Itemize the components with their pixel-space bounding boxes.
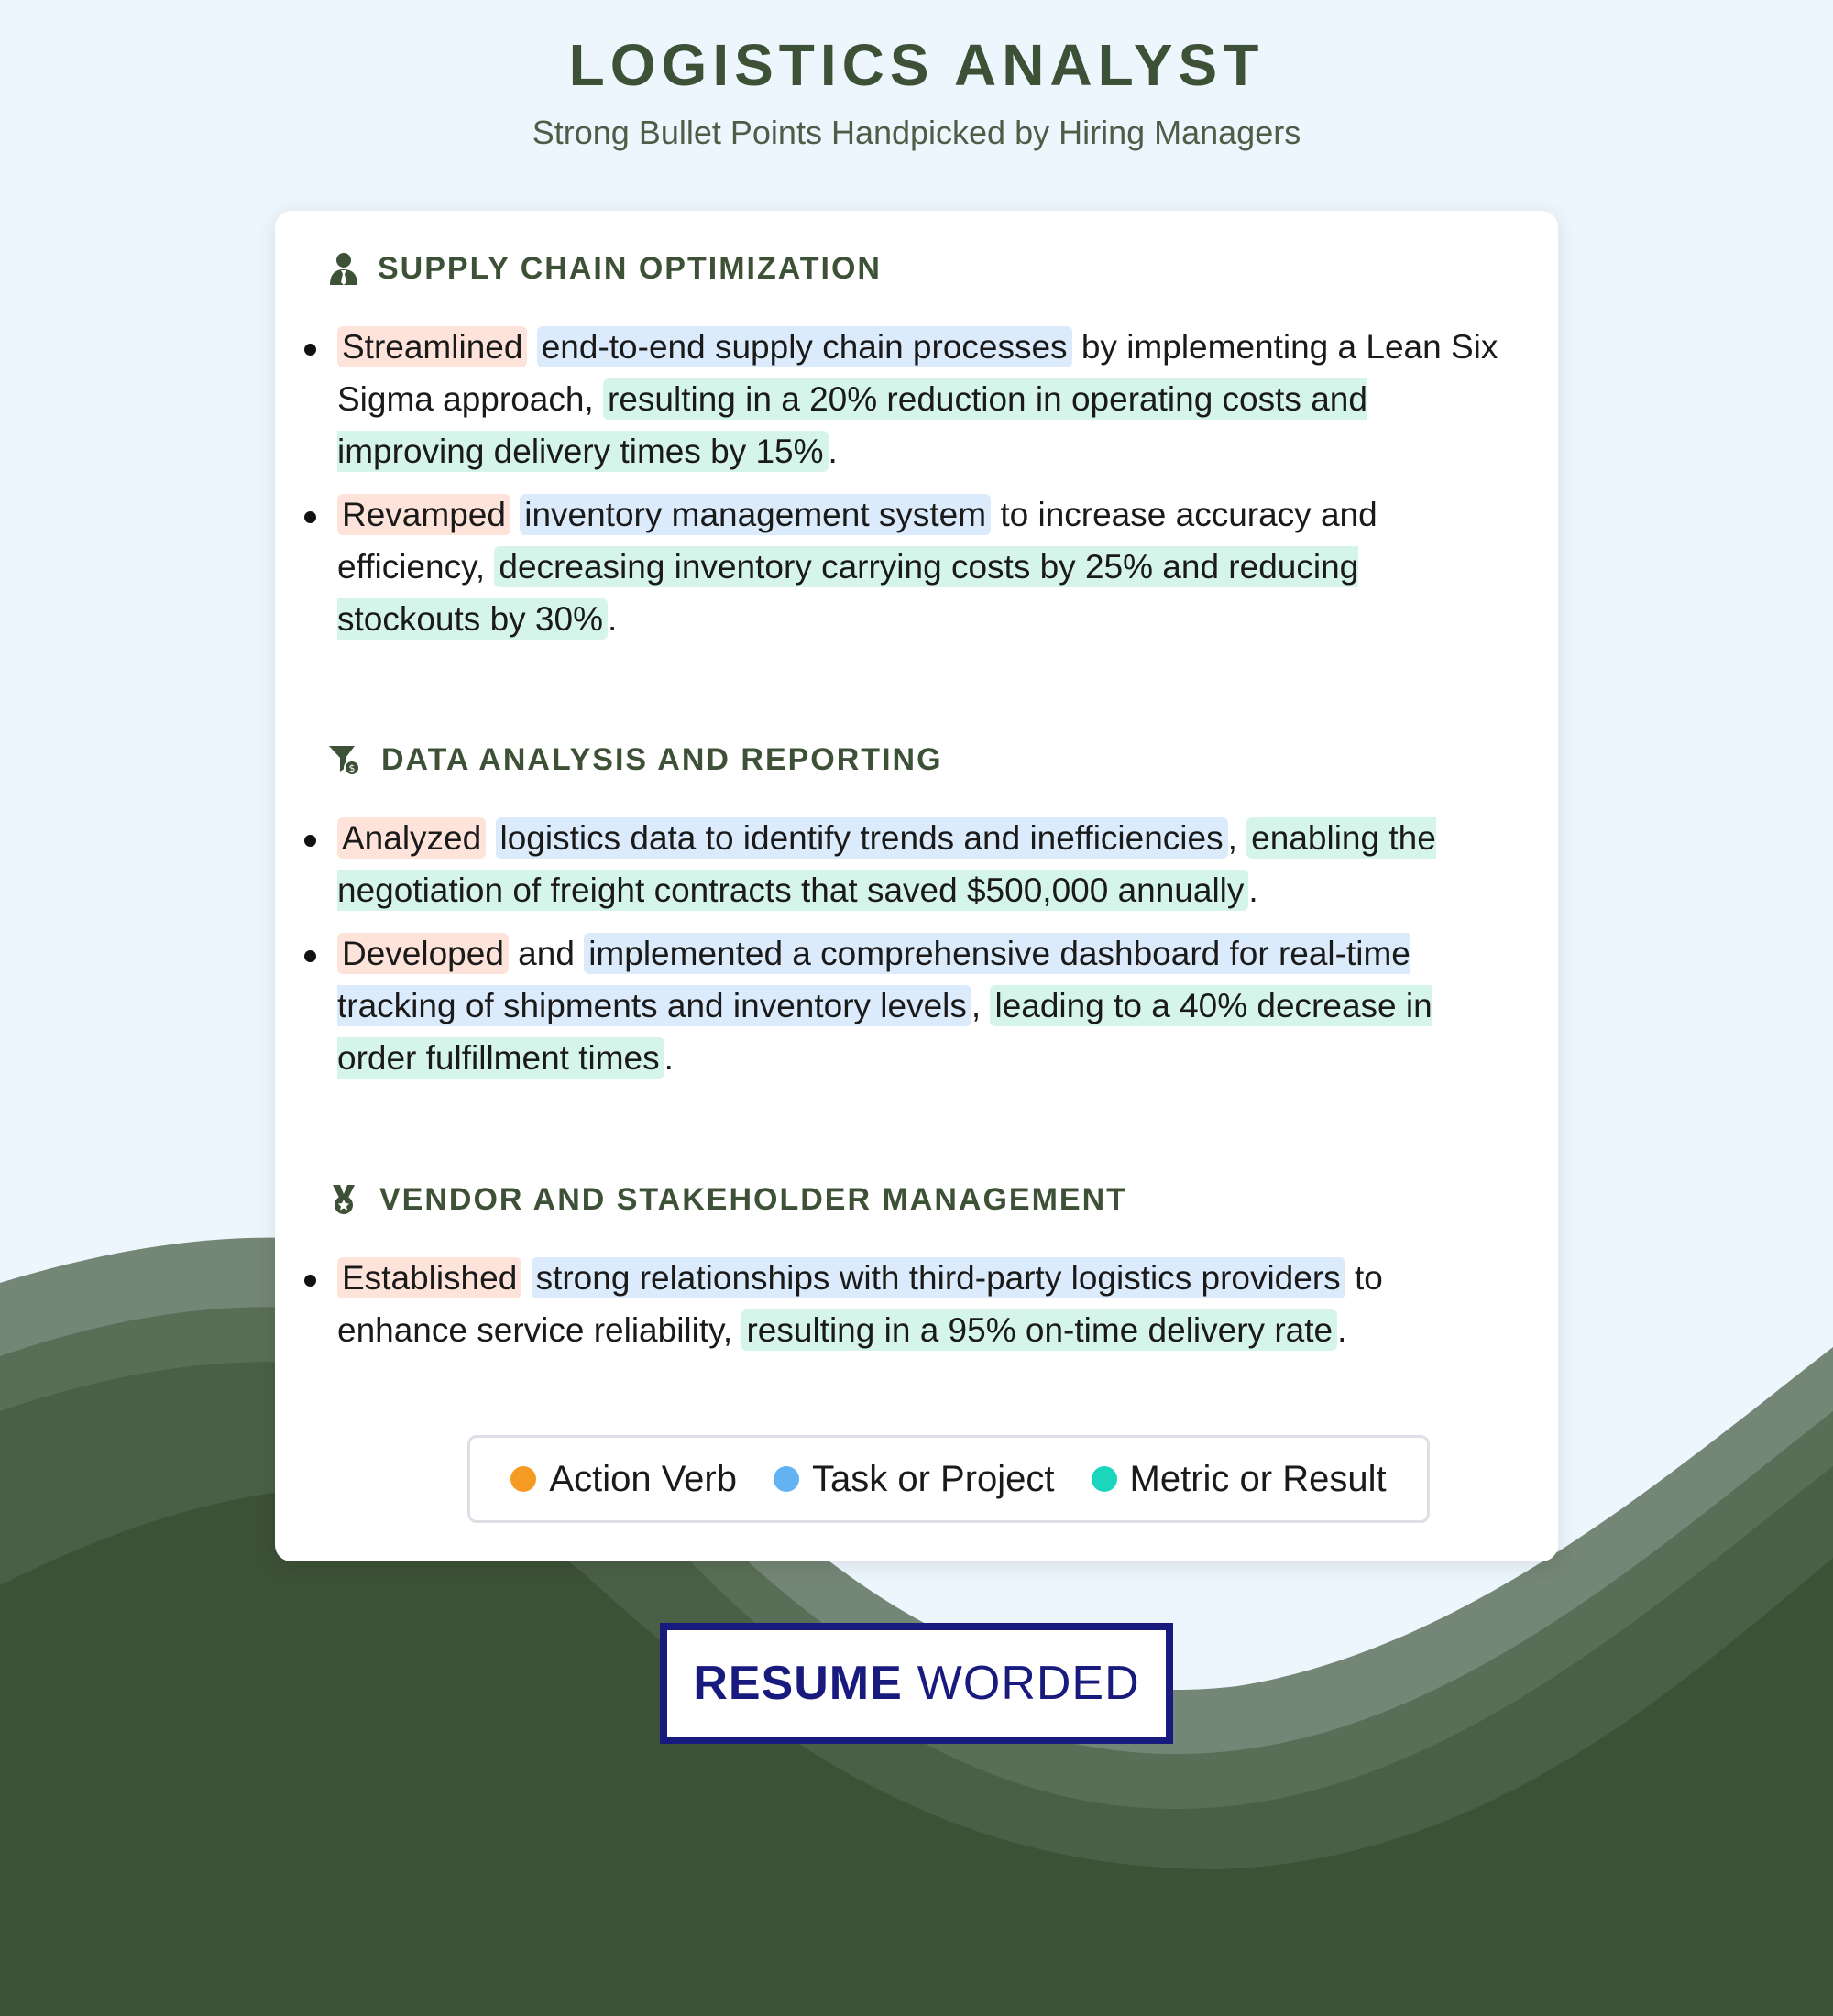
- section-header: [328, 737, 1538, 783]
- bullet-text: .: [828, 433, 838, 470]
- legend-item-action-verb: [510, 1459, 737, 1500]
- legend-label: Metric or Result: [1129, 1458, 1387, 1499]
- bullet-list: [275, 1252, 1501, 1367]
- action-verb: Analyzed: [337, 817, 486, 859]
- section-header: [328, 246, 1538, 291]
- bullet-text: [486, 819, 495, 857]
- funnel-dollar-icon: [328, 743, 359, 776]
- metric-highlight: decreasing inventory carrying costs by 25% and reducing stockouts by 30%: [337, 548, 1359, 638]
- action-verb: Established: [337, 1257, 521, 1298]
- action-verb: Developed: [337, 933, 509, 974]
- bullet-text: .: [1337, 1311, 1347, 1349]
- task-highlight: strong relationships with third-party logistics providers: [532, 1257, 1345, 1298]
- bullet-item: [275, 812, 1501, 916]
- page-subtitle: Strong Bullet Points Handpicked by Hiring Managers: [532, 114, 1301, 151]
- metric-highlight: resulting in a 95% on-time delivery rate: [741, 1309, 1337, 1351]
- bullet-text: .: [1248, 871, 1258, 909]
- bullet-text: and: [508, 935, 585, 972]
- legend-label: Task or Project: [811, 1458, 1055, 1499]
- metric-highlight: enabling the negotiation of freight contracts that saved $500,000 annually: [337, 819, 1436, 909]
- legend-dot-icon: [774, 1466, 799, 1492]
- bullet-list: [275, 321, 1501, 656]
- section-header: [328, 1177, 1538, 1222]
- bullet-text: ,: [1227, 819, 1247, 857]
- bullet-list: [275, 812, 1501, 1095]
- section-title: DATA ANALYSIS AND REPORTING: [381, 741, 943, 777]
- action-verb: Streamlined: [337, 326, 527, 367]
- bullet-points-card: [275, 211, 1558, 1561]
- bullet-text: to enhance service reliability,: [337, 1259, 1383, 1349]
- metric-highlight: leading to a 40% decrease in order fulfillment times: [337, 987, 1432, 1077]
- bullet-text: .: [664, 1039, 674, 1077]
- task-highlight: end-to-end supply chain processes: [537, 326, 1072, 367]
- bullet-text: [527, 328, 536, 366]
- logo-light-text: WORDED: [916, 1657, 1140, 1710]
- task-highlight: implemented a comprehensive dashboard for real-time tracking of shipments and inventory levels: [337, 935, 1410, 1024]
- bullet-text: to increase accuracy and efficiency,: [337, 496, 1377, 586]
- bullet-item: [275, 927, 1501, 1084]
- bullet-text: ,: [971, 987, 991, 1024]
- task-highlight: inventory management system: [520, 494, 991, 535]
- bullet-text: .: [607, 600, 618, 638]
- bullet-text: by implementing a Lean Six Sigma approach,: [337, 328, 1498, 418]
- task-highlight: logistics data to identify trends and inefficiencies: [496, 817, 1228, 859]
- medal-icon: [328, 1183, 359, 1216]
- section-vendor-management: [328, 1177, 1538, 1349]
- legend-dot-icon: [510, 1466, 536, 1492]
- bullet-text: [510, 496, 520, 533]
- bullet-item: [275, 321, 1501, 477]
- section-data-analysis: [328, 737, 1538, 1077]
- action-verb: Revamped: [337, 494, 510, 535]
- legend-dot-icon: [1092, 1466, 1117, 1492]
- bullet-item: [275, 1252, 1501, 1356]
- legend-label: Action Verb: [549, 1458, 737, 1499]
- resume-worded-logo[interactable]: [660, 1623, 1173, 1744]
- svg-text:$: $: [348, 762, 356, 774]
- bullet-text: [521, 1259, 531, 1297]
- section-title: VENDOR AND STAKEHOLDER MANAGEMENT: [379, 1181, 1127, 1217]
- metric-highlight: resulting in a 20% reduction in operating costs and improving delivery times by 15%: [337, 380, 1367, 470]
- page-title: LOGISTICS ANALYST: [568, 32, 1265, 98]
- logo-strong-text: RESUME: [693, 1657, 903, 1710]
- legend-item-metric: [1092, 1459, 1387, 1500]
- section-supply-chain: [328, 246, 1538, 638]
- user-tie-icon: [328, 252, 359, 285]
- legend-item-task: [774, 1459, 1055, 1500]
- bullet-item: [275, 488, 1501, 645]
- section-title: SUPPLY CHAIN OPTIMIZATION: [378, 250, 882, 286]
- highlight-legend: [467, 1435, 1430, 1523]
